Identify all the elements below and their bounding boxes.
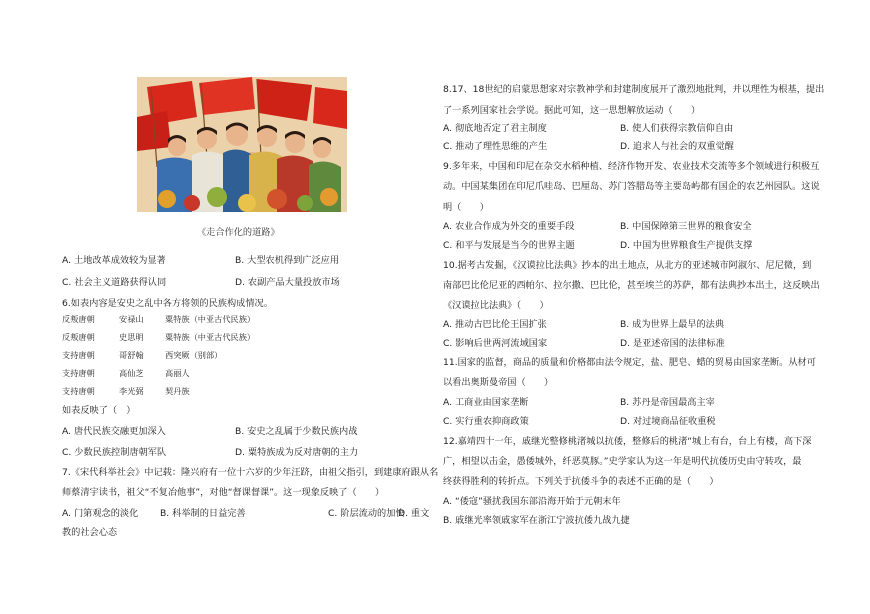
q9-option-d: D. 中国为世界粮食生产提供支撑 xyxy=(620,240,753,251)
q10-option-d: D. 是亚述帝国的法律标准 xyxy=(620,338,725,349)
q8-option-a: A. 彻底地否定了君主制度 xyxy=(443,123,547,134)
table-cell: 史思明 xyxy=(119,332,144,342)
q10-line2: 南部巴比伦尼亚的西帕尔、拉尔撒、巴比伦，甚至埃兰的苏萨，都有法典抄本出土，这反映出 xyxy=(443,280,820,291)
q9-option-b: B. 中国保障第三世界的粮食安全 xyxy=(620,221,752,232)
q9-option-a: A. 农业合作成为外交的重要手段 xyxy=(443,221,575,232)
table-cell: 安禄山 xyxy=(119,314,144,324)
q6-option-c: C. 少数民族控制唐朝军队 xyxy=(62,447,167,458)
table-cell: 高丽人 xyxy=(165,368,190,378)
q6-option-b: B. 安史之乱属于少数民族内战 xyxy=(235,426,358,437)
q8-line1: 8.17、18世纪的启蒙思想家对宗教神学和封建制度展开了激烈地批判，并以理性为根基，提出 xyxy=(443,84,825,95)
q12-line1: 12.嘉靖四十一年，戚继光整修桃渚城以抗倭，整修后的桃渚“城上有台，台上有楼，高下深 xyxy=(443,436,812,447)
q8-option-c: C. 推动了理性思维的产生 xyxy=(443,141,548,152)
q8-option-b: B. 使人们获得宗教信仰自由 xyxy=(620,123,734,134)
q10-line1: 10.据考古发掘，《汉谟拉比法典》抄本的出土地点，从北方的亚述城市阿淑尔、尼尼微，到 xyxy=(443,260,812,271)
table-cell: 契丹族 xyxy=(165,386,190,396)
q11-line1: 11.国家的监督，商品的质量和价格都由法令规定，盐、肥皂、蜡的贸易由国家垄断。从材可 xyxy=(443,357,816,368)
table-cell: 支持唐朝 xyxy=(62,386,95,396)
table-cell: 支持唐朝 xyxy=(62,368,95,378)
q12-option-b: B. 戚继光率领戚家军在浙江宁波抗倭九战九捷 xyxy=(443,515,630,526)
q9-line2: 动。中国某集团在印尼爪哇岛、巴厘岛、苏门答腊岛等主要岛屿都有国企的农艺州园队。这说 xyxy=(443,181,820,192)
q8-line2: 了一系列国家社会学说。据此可知，这一思想解放运动（ ） xyxy=(443,105,701,116)
q10-option-a: A. 推动古巴比伦王国扩张 xyxy=(443,319,547,330)
q6-option-d: D. 粟特族成为反对唐朝的主力 xyxy=(235,447,359,458)
poster-caption: 《走合作化的道路》 xyxy=(197,227,280,238)
q10-line3: 《汉谟拉比法典》（ ） xyxy=(443,300,549,311)
q6-option-a: A. 唐代民族交融更加深入 xyxy=(62,426,166,437)
q5-option-d: D. 农副产品大量投放市场 xyxy=(235,277,340,288)
q9-option-c: C. 和平与发展是当今的世界主题 xyxy=(443,240,575,251)
table-cell: 高仙芝 xyxy=(119,368,144,378)
poster-image xyxy=(137,77,347,212)
table-cell: 反叛唐朝 xyxy=(62,314,95,324)
q9-line3: 明（ ） xyxy=(443,202,489,213)
q11-option-c: C. 实行重农抑商政策 xyxy=(443,416,529,427)
q12-option-a: A. “倭寇”骚扰我国东部沿海开始于元朝末年 xyxy=(443,496,621,507)
q7-line2: 师蔡清宇读书，祖父“不复冶他事”，对他“督课督课”。这一现象反映了（ ） xyxy=(62,487,385,498)
q7-line1: 7.《宋代科举社会》中记载：隆兴府有一位十六岁的少年汪跻，由祖父指引，到建康府跟从名 xyxy=(62,467,439,478)
table-cell: 李光弼 xyxy=(119,386,144,396)
q8-option-d: D. 追求人与社会的双重觉醒 xyxy=(620,141,734,152)
table-cell: 粟特族（中亚古代民族） xyxy=(165,332,256,342)
q5-option-c: C. 社会主义道路获得认同 xyxy=(62,277,167,288)
table-cell: 支持唐朝 xyxy=(62,350,95,360)
table-cell: 反叛唐朝 xyxy=(62,332,95,342)
q11-option-a: A. 工商业由国家垄断 xyxy=(443,397,529,408)
table-cell: 哥舒翰 xyxy=(119,350,144,360)
q6-stem: 6.如表内容是安史之乱中各方将领的民族构成情况。 xyxy=(62,298,273,309)
q5-option-a: A. 土地改革成效较为显著 xyxy=(62,255,166,266)
q7-option-a: A. 门第观念的淡化 xyxy=(62,508,139,519)
q6-tail: 如表反映了（ ） xyxy=(62,405,136,416)
table-cell: 西突厥（别部） xyxy=(165,350,223,360)
q7-option-c: C. 阶层流动的加快 xyxy=(328,508,405,519)
q10-option-c: C. 影响后世两河流域国家 xyxy=(443,338,548,349)
q7-option-d-cont: 教的社会心态 xyxy=(62,527,118,538)
q11-option-b: B. 苏丹是帝国最高主宰 xyxy=(620,397,715,408)
q11-line2: 以看出奥斯曼帝国（ ） xyxy=(443,377,554,388)
table-cell: 粟特族（中亚古代民族） xyxy=(165,314,256,324)
q12-line2: 广，相望以击金，愚倭城外，纤恶莫豚。”史学家认为这一年是明代抗倭历史由守转攻，最 xyxy=(443,456,802,467)
q7-option-d: D. 重文 xyxy=(398,508,430,519)
q5-option-b: B. 大型农机得到广泛应用 xyxy=(235,255,340,266)
q7-option-b: B. 科举制的日益完善 xyxy=(160,508,246,519)
q11-option-d: D. 对过境商品征收重税 xyxy=(620,416,716,427)
q10-option-b: B. 成为世界上最早的法典 xyxy=(620,319,725,330)
q12-line3: 终获得胜利的转折点。下列关于抗倭斗争的表述不正确的是（ ） xyxy=(443,476,719,487)
q9-line1: 9.多年来，中国和印尼在杂交水稻种植、经济作物开发、农业技术交流等多个领域进行积极互 xyxy=(443,161,820,172)
poster-illustration xyxy=(137,77,347,212)
